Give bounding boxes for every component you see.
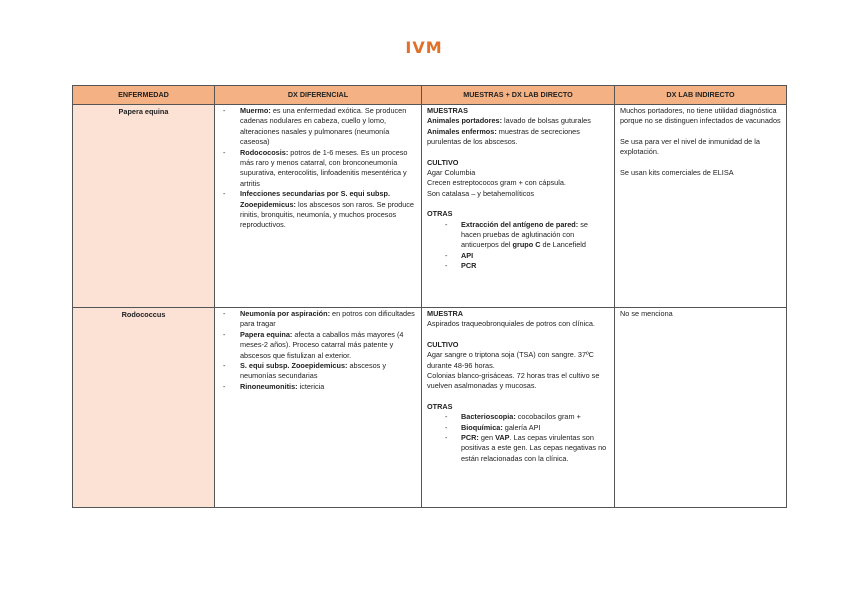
section-heading: CULTIVO	[427, 339, 459, 349]
diagnosis-table	[72, 85, 787, 508]
list-item: - Rinoneumonitis: ictericia	[220, 382, 416, 392]
section-heading: CULTIVO	[427, 157, 459, 167]
text-line: Muchos portadores, no tiene utilidad diagnóstica porque no se distinguen infectados de vacunados	[620, 106, 781, 126]
list-item: - Bioquímica: galería API	[427, 423, 609, 433]
text-line: Se usa para ver el nivel de inmunidad de la explotación.	[620, 136, 760, 157]
header-muestras: MUESTRAS + DX LAB DIRECTO	[422, 86, 615, 105]
section-heading: OTRAS	[427, 209, 453, 219]
list-item: - Extracción del antígeno de pared: se hacen pruebas de aglutinación con anticuerpos del grupo C de Lancefield	[427, 220, 609, 251]
text-line: Agar sangre o triptona soja (TSA) con sangre. 37ºC durante 48-96 horas.	[427, 350, 594, 370]
disease-cell: Papera equina	[73, 105, 215, 308]
list-item: - Papera equina: afecta a caballos más mayores (4 meses-2 años). Proceso catarral más patente y abscesos que fistulizan al exterior.	[220, 330, 416, 361]
list-item: - Muermo: es una enfermedad exótica. Se producen cadenas nodulares en cabeza, cuello y lomo, alteraciones nasales y pulmonares (neumonía caseosa)	[220, 106, 416, 148]
list-item: - Infecciones secundarias por S. equi subsp. Zooepidemicus: los abscesos son raros. Se produce rinitis, bronquitis, neumonía, y muchos procesos reproductivos.	[220, 189, 416, 231]
table-row	[73, 308, 787, 508]
list-item: - S. equi subsp. Zooepidemicus: abscesos y neumonías secundarias	[220, 361, 416, 382]
text-line: Colonias blanco-grisáceas. 72 horas tras el cultivo se vuelven asalmonadas y mucosas.	[427, 371, 600, 391]
dx-diferencial-cell	[215, 105, 422, 308]
disease-cell: Rodococcus	[73, 308, 215, 508]
list-item: - Bacterioscopia: cocobacilos gram +	[427, 412, 609, 422]
dx-indirecto-cell	[615, 308, 787, 508]
text-line: No se menciona	[620, 309, 673, 318]
muestras-cell	[422, 105, 615, 308]
list-item: - Rodococosis: potros de 1-6 meses. Es un proceso más raro y menos catarral, con bronconeumonía supurativa, enterocolitis, linfoadenitis mesentérica y artritis	[220, 148, 416, 190]
text-line: Agar Columbia	[427, 168, 476, 178]
text-line: Crecen estreptococos gram + con cápsula.	[427, 178, 566, 188]
table-header-row	[73, 86, 787, 105]
dx-indirecto-cell	[615, 105, 787, 308]
section-heading: MUESTRAS	[427, 106, 468, 115]
list-item: - API	[427, 251, 609, 261]
text-line: Animales enfermos: muestras de secreciones purulentas de los abscesos.	[427, 126, 580, 147]
text-line: Se usan kits comerciales de ELISA	[620, 167, 734, 177]
muestras-cell	[422, 308, 615, 508]
text-line: Aspirados traqueobronquiales de potros con clínica.	[427, 319, 595, 329]
text-line: Son catalasa – y betahemolíticos	[427, 188, 535, 198]
list-item: - PCR	[427, 261, 609, 271]
section-heading: MUESTRA	[427, 309, 464, 318]
text-line: Animales portadores: lavado de bolsas guturales	[427, 116, 591, 126]
header-dx-diferencial: DX DIFERENCIAL	[215, 86, 422, 105]
header-enfermedad: ENFERMEDAD	[73, 86, 215, 105]
list-item: - PCR: gen VAP. Las cepas virulentas son positivas a este gen. Las cepas negativas no están relacionadas con la clínica.	[427, 433, 609, 464]
section-heading: OTRAS	[427, 401, 453, 411]
header-dx-indirecto: DX LAB INDIRECTO	[615, 86, 787, 105]
document-title: IVM	[405, 38, 443, 57]
list-item: - Neumonía por aspiración: en potros con dificultades para tragar	[220, 309, 416, 330]
dx-diferencial-cell	[215, 308, 422, 508]
table-row	[73, 105, 787, 308]
